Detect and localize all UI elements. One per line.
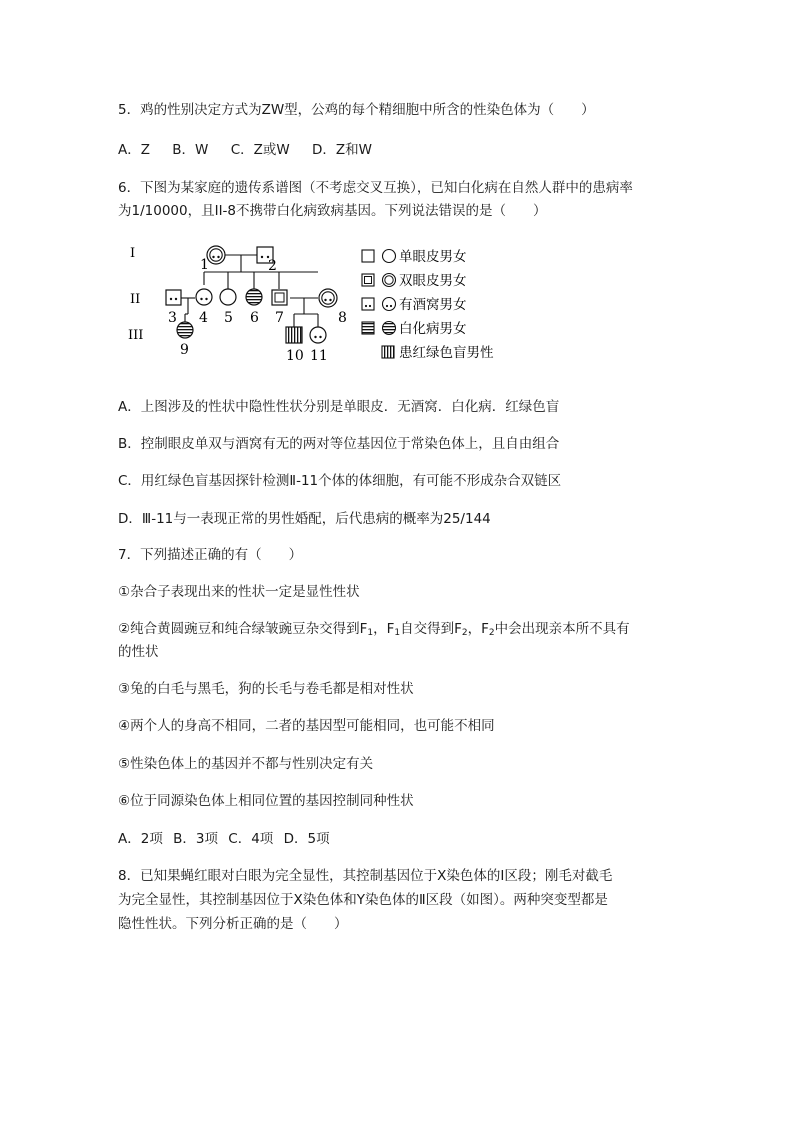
- subscript: 1: [367, 628, 374, 638]
- legend-label-5: 患红绿色盲男性: [399, 345, 494, 361]
- q8-line1: 8．已知果蝇红眼对白眼为完全显性，其控制基因位于X染色体的Ⅰ区段；刚毛对截毛: [118, 868, 613, 884]
- q6-stem-line1: 6．下图为某家庭的遗传系谱图（不考虑交叉互换），已知白化病在自然人群中的患病率: [118, 180, 633, 196]
- q7-item-2-part-c: 自交得到F: [400, 621, 462, 637]
- q7-item-1: ①杂合子表现出来的性状一定是显性性状: [118, 584, 360, 600]
- legend-row-3: [362, 296, 467, 313]
- gen-label-1: I: [130, 246, 136, 261]
- legend-label-2: 双眼皮男女: [399, 273, 467, 289]
- label-9: 9: [180, 342, 189, 358]
- label-11: 11: [310, 348, 328, 364]
- q7-item-2-part-d: ，F: [467, 621, 489, 637]
- individual-8: [319, 289, 337, 307]
- q8-line3: 隐性性状。下列分析正确的是（ ）: [118, 916, 348, 932]
- individual-1: [207, 246, 225, 264]
- q7-item-2: [118, 617, 630, 638]
- q7-item-3: ③兔的白毛与黑毛，狗的长毛与卷毛都是相对性状: [118, 681, 414, 697]
- legend-label-3: 有酒窝男女: [399, 297, 467, 313]
- pedigree-chart: [120, 236, 520, 366]
- label-7: 7: [275, 310, 284, 326]
- label-10: 10: [286, 348, 304, 364]
- individual-11: [310, 327, 326, 343]
- q7-item-2-part-e: 中会出现亲本所不具有: [494, 621, 630, 637]
- q7-item-4: ④两个人的身高不相同，二者的基因型可能相同，也可能不相同: [118, 718, 495, 734]
- label-2: 2: [268, 258, 277, 274]
- q7-options: [118, 827, 348, 847]
- q8-line2: 为完全显性，其控制基因位于X染色体和Y染色体的Ⅱ区段（如图）。两种突变型都是: [118, 892, 608, 908]
- individual-4: [196, 289, 212, 305]
- subscript: 2: [461, 628, 468, 638]
- q5-options: [118, 138, 390, 158]
- subscript: 1: [394, 628, 401, 638]
- q7-option-c: C．4项: [228, 831, 274, 847]
- label-8: 8: [338, 310, 347, 326]
- q7-option-b: B．3项: [173, 831, 218, 847]
- q6-option-b: B．控制眼皮单双与酒窝有无的两对等位基因位于常染色体上，且自由组合: [118, 436, 560, 452]
- individual-5: [220, 289, 236, 305]
- label-5: 5: [224, 310, 233, 326]
- q5-option-a: A．Z: [118, 142, 150, 158]
- q6-option-a: A．上图涉及的性状中隐性性状分别是单眼皮．无酒窝．白化病．红绿色盲: [118, 399, 560, 415]
- label-1: 1: [200, 257, 209, 273]
- gen-label-3: III: [128, 328, 144, 343]
- individual-6: [246, 289, 262, 305]
- q6-option-d: D．Ⅲ-11与一表现正常的男性婚配，后代患病的概率为25/144: [118, 511, 491, 527]
- q7-item-2-part-b: ，F: [373, 621, 395, 637]
- legend-row-4: [362, 321, 467, 337]
- gen-label-2: II: [130, 292, 141, 307]
- q7-item-2-line2: 的性状: [118, 644, 159, 660]
- legend-row-5: [382, 344, 494, 361]
- individual-3: [166, 290, 181, 305]
- legend-row-2: [362, 272, 467, 289]
- q7-item-2-part-a: ②纯合黄圆豌豆和纯合绿皱豌豆杂交得到F: [118, 621, 368, 637]
- q7-option-d: D．5项: [283, 831, 330, 847]
- q5-stem: 5．鸡的性别决定方式为ZW型，公鸡的每个精细胞中所含的性染色体为（ ）: [118, 102, 595, 118]
- label-6: 6: [250, 310, 259, 326]
- legend-row-1: [362, 248, 467, 265]
- q7-item-6: ⑥位于同源染色体上相同位置的基因控制同种性状: [118, 793, 414, 809]
- label-4: 4: [199, 310, 208, 326]
- individual-10: [286, 327, 302, 343]
- legend-label-1: 单眼皮男女: [399, 249, 467, 265]
- q5-option-c: C．Z或W: [230, 142, 290, 158]
- q5-option-b: B．W: [172, 142, 209, 158]
- subscript: 2: [488, 628, 495, 638]
- q7-option-a: A．2项: [118, 831, 163, 847]
- individual-9: [177, 322, 193, 338]
- q6-option-c: C．用红绿色盲基因探针检测Ⅱ-11个体的体细胞，有可能不形成杂合双链区: [118, 473, 562, 489]
- q6-stem-line2: 为1/10000，且II-8不携带白化病致病基因。下列说法错误的是（ ）: [118, 203, 547, 219]
- legend-label-4: 白化病男女: [399, 321, 467, 337]
- q7-stem: 7．下列描述正确的有（ ）: [118, 547, 303, 563]
- q5-option-d: D．Z和W: [312, 142, 373, 158]
- individual-7: [272, 290, 287, 305]
- q7-item-5: ⑤性染色体上的基因并不都与性别决定有关: [118, 756, 374, 772]
- label-3: 3: [168, 310, 177, 326]
